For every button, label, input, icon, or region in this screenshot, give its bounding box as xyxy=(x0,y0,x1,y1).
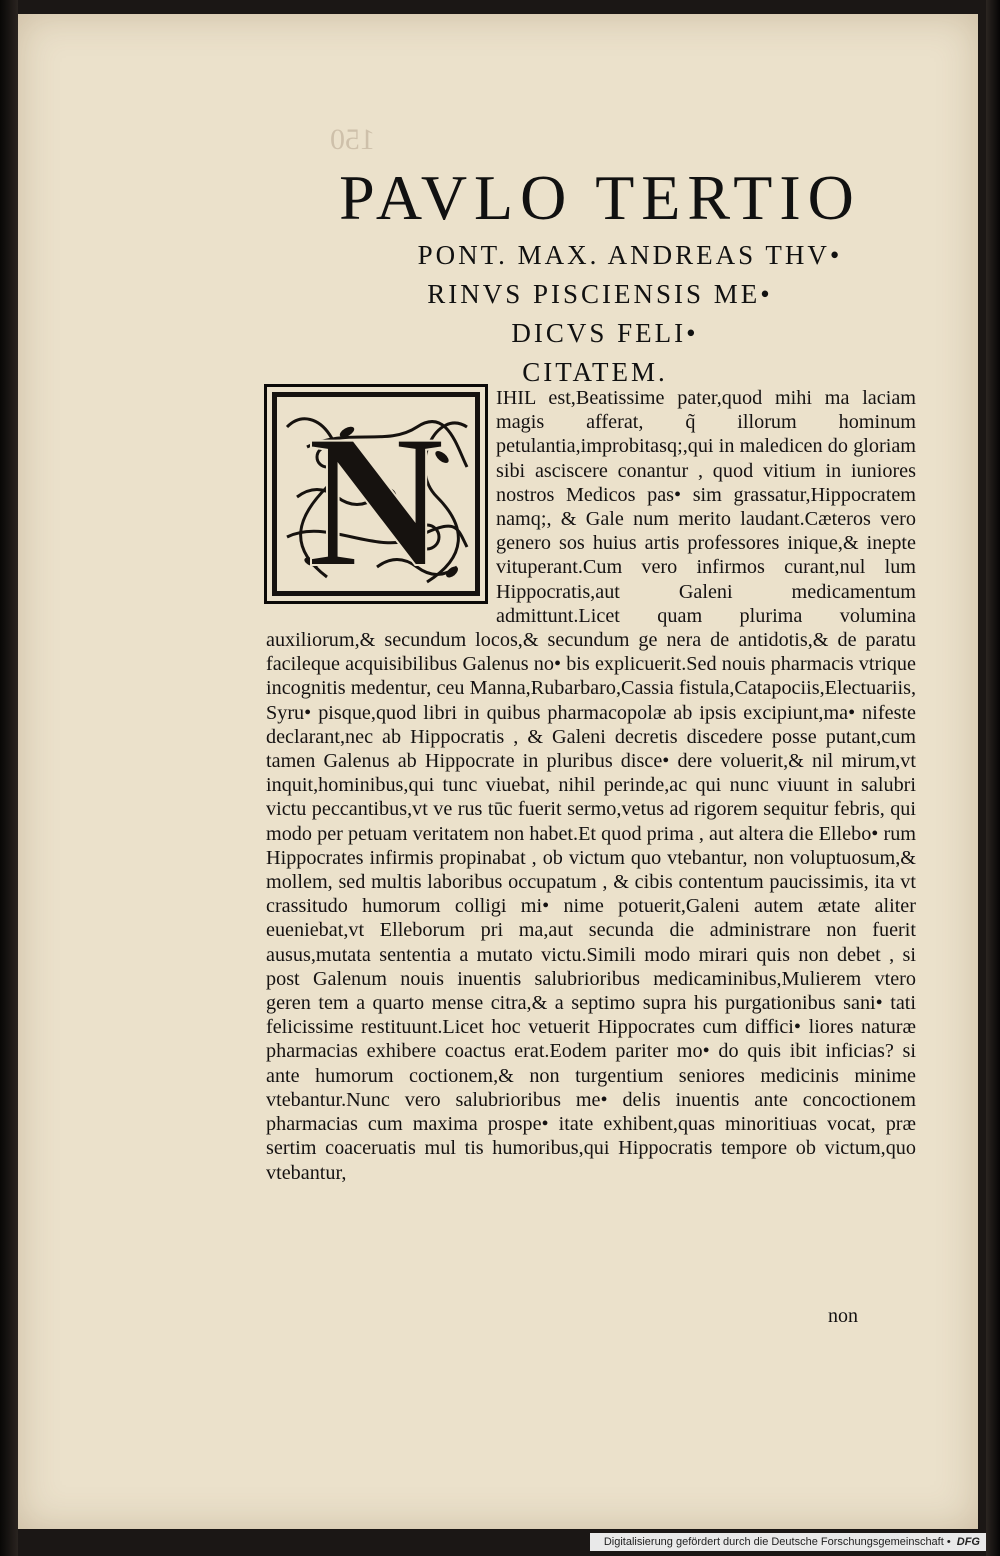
dedication-body xyxy=(266,386,916,1185)
title-line: DICVS FELI• xyxy=(511,318,699,348)
initial-letter: N xyxy=(307,397,445,601)
title-line: PONT. MAX. ANDREAS THV• xyxy=(417,240,843,270)
title-line: RINVS PISCIENSIS ME• xyxy=(427,279,773,309)
dedication-title xyxy=(290,160,910,392)
scan-edge-right xyxy=(986,0,1000,1556)
page-number: 150 xyxy=(330,123,375,156)
scan-edge-left xyxy=(0,0,18,1556)
dfg-logo: DFG xyxy=(956,1536,980,1549)
catchword: non xyxy=(828,1305,858,1327)
credit-text: Digitalisierung gefördert durch die Deutsche Forschungsgemeinschaft • xyxy=(603,1536,951,1549)
digitization-credit-bar xyxy=(590,1533,986,1551)
body-paragraph: IHIL est,Beatissime pater,quod mihi ma laciam magis afferat, q̃ illorum hominum petulantia,improbitasq;,qui in maledicen do gloriam sibi asciscere conantur , quod vitium in iuniores nostros Medicos pas• sim grassatur,Hippocratem namq;, & Gale num merito laudant.Cæteros vero genero sos huius artis professores inique,& inepte vituperant.Cum vero infirmos curant,nul lum Hippocratis,aut Galeni medicamentum admittunt.Licet quam plurima volumina auxiliorum,& secundum locos,& secundum ge nera de antidotis,& de paratu facileque acquisibilibus Galenus no• bis explicuerit.Sed nouis pharmacis vtrique incognitis medentur, ceu Manna,Rubarbaro,Cassia fistula,Catapociis,Electuariis, Syru• pisque,quod libri in quibus pharmacopolæ ab ipsis excipiunt,ma• nifeste declarant,nec ab Hippocratis , & Galeni decretis discedere posse putant,cum tamen Galenus ab Hippocrate in pluribus disce• dere voluerit,& nil mirum,vt inquit,hominibus,qui tunc viuebat, nihil perinde,ac qui nunc viuunt in salubri victu peccantibus,vt ve rus tūc fuerit sermo,vetus ad rigorem sequitur febris, qui modo per petuam veritatem non habet.Et quod prima , aut altera die Ellebo• rum Hippocrates infirmis propinabat , ob victum quo vtebantur, non voluptuosum,& mollem, sed multis laboribus occupatum , & cibis contentum paucissimis, ita vt crassitudo humorum colligi mi• nime potuerit,Galeni autem ætate aliter eueniebat,vt Elleborum pri ma,aut secunda die administrare non fuerit ausus,mutata sententia a mutato victu.Simili modo mirari quis non debet , si post Galenum nouis inuentis salubrioribus medicaminibus,Mulierem vtero geren tem a quarto mense citra,& a septimo supra his purgationibus sani• tati felicissime restituunt.Licet hoc vetuerit Hippocrates cum diffici• liores naturæ pharmacias exhibere coactus erat.Eodem pariter mo• do quis ibit inficias? si ante humorum coctionem,& non turgentium seniores medicinis minime vtebantur.Nunc vero salubrioribus me• delis inuentis ante concoctionem pharmacias cum maxima prospe• itate exhibent,quas minoritiuas vocat, præ sertim coaceruatis mul tis humoribus,qui Hippocratis tempore ob victum,quo vtebantur, xyxy=(266,387,916,1184)
title-main: PAVLO TERTIO xyxy=(339,162,861,233)
title-line: CITATEM. xyxy=(522,357,668,387)
